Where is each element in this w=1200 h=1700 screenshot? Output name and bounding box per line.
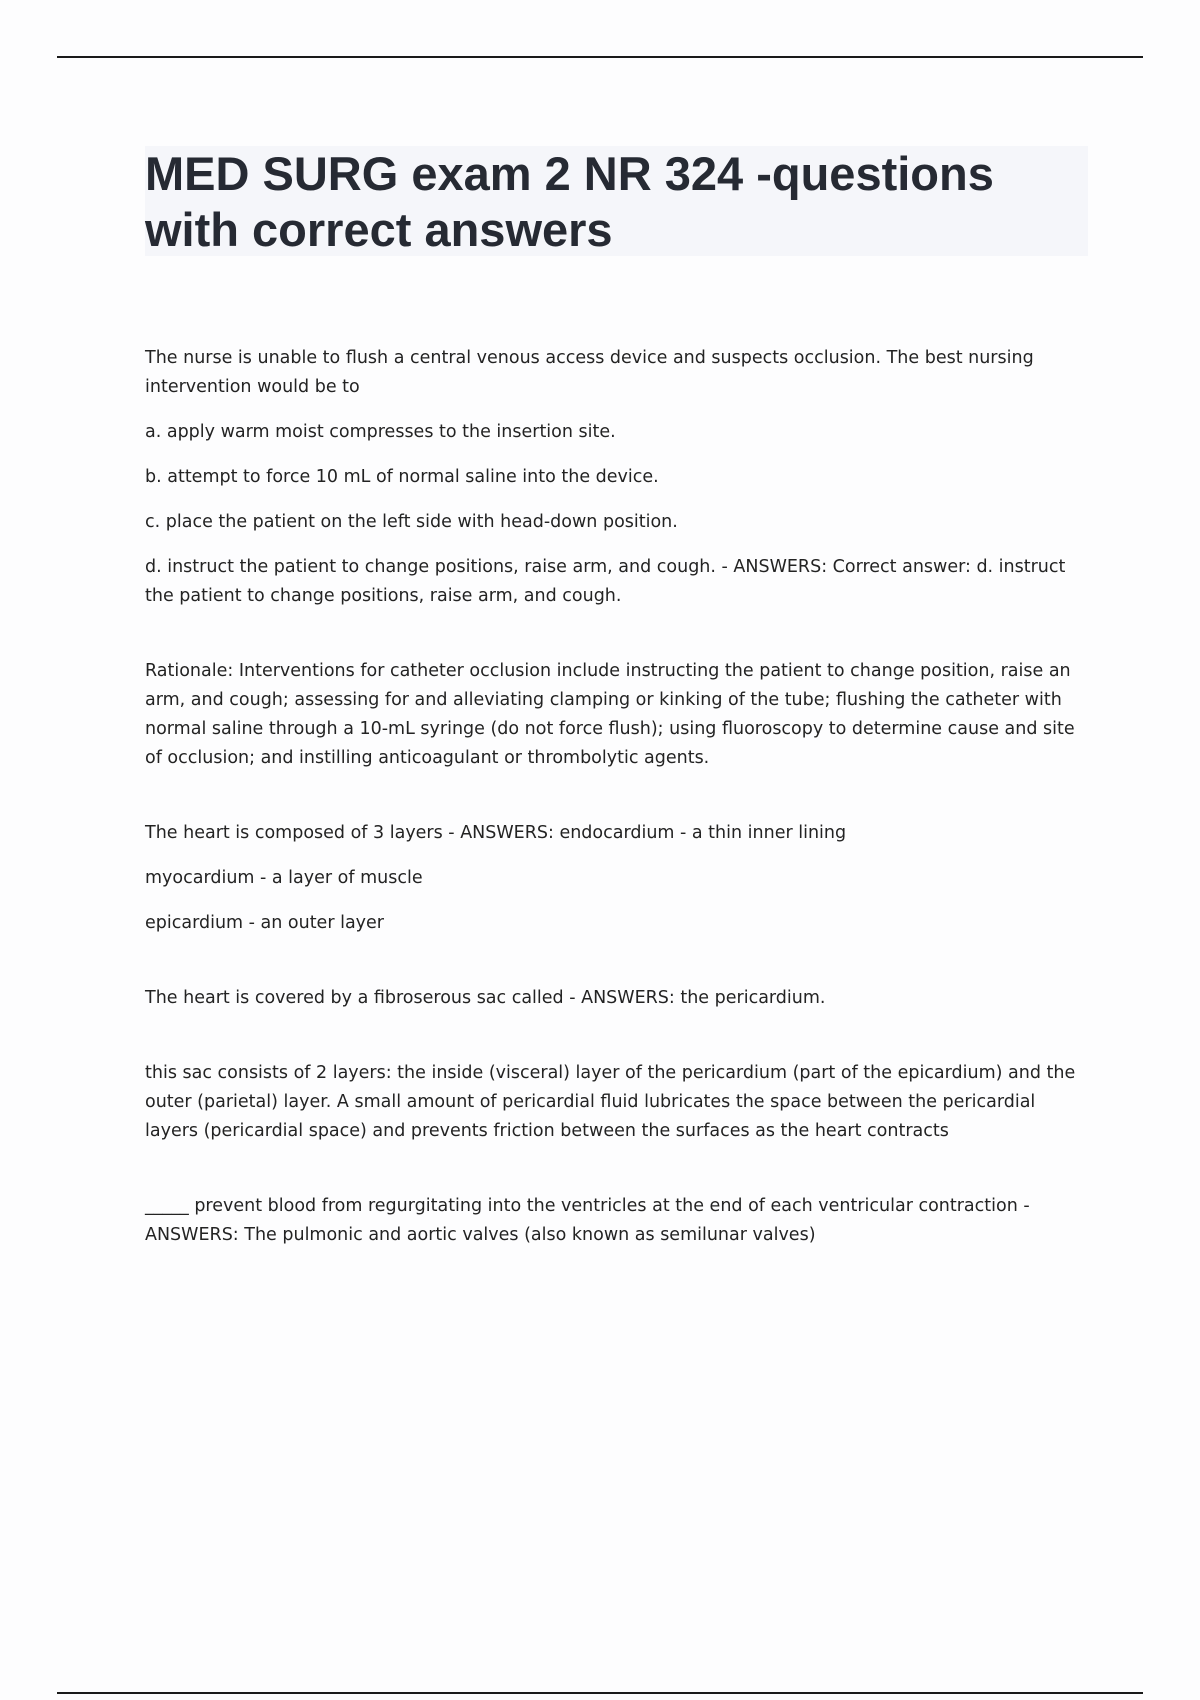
question-1-stem: The nurse is unable to flush a central venous access device and suspects occlusion. The best nursing intervention would be to	[145, 348, 1034, 397]
title-banner	[145, 146, 1088, 256]
top-rule	[57, 56, 1143, 58]
question-1-option-b: b. attempt to force 10 mL of normal saline into the device.	[145, 467, 659, 487]
question-4-answer: _____ prevent blood from regurgitating into the ventricles at the end of each ventricular contraction - ANSWERS: The pulmonic and aortic valves (also known as semilunar valves)	[145, 1196, 1030, 1245]
document-body	[145, 344, 1090, 1266]
question-3-detail: this sac consists of 2 layers: the inside (visceral) layer of the pericardium (part of the epicardium) and the outer (parietal) layer. A small amount of pericardial fluid lubricates the space between the pericardial layers (pericardial space) and prevents friction between the surfaces as the heart contracts	[145, 1063, 1076, 1141]
question-2-layer-epicardium: epicardium - an outer layer	[145, 913, 384, 933]
bottom-rule	[57, 1692, 1143, 1694]
question-1-rationale: Rationale: Interventions for catheter occlusion include instructing the patient to change position, raise an arm, and cough; assessing for and alleviating clamping or kinking of the tube; flushing the catheter with normal saline through a 10-mL syringe (do not force flush); using fluoroscopy to determine cause and site of occlusion; and instilling anticoagulant or thrombolytic agents.	[145, 661, 1075, 768]
question-1-option-c: c. place the patient on the left side with head-down position.	[145, 512, 678, 532]
question-2-answer: The heart is composed of 3 layers - ANSWERS: endocardium - a thin inner lining	[145, 823, 847, 843]
document-title: MED SURG exam 2 NR 324 -questions with correct answers	[145, 147, 994, 256]
question-1-option-a: a. apply warm moist compresses to the insertion site.	[145, 422, 616, 442]
question-2-layer-myocardium: myocardium - a layer of muscle	[145, 868, 423, 888]
question-3-answer: The heart is covered by a fibroserous sac called - ANSWERS: the pericardium.	[145, 988, 826, 1008]
question-1-option-d-answer: d. instruct the patient to change positions, raise arm, and cough. - ANSWERS: Correct answer: d. instruct the patient to change positions, raise arm, and cough.	[145, 557, 1066, 606]
